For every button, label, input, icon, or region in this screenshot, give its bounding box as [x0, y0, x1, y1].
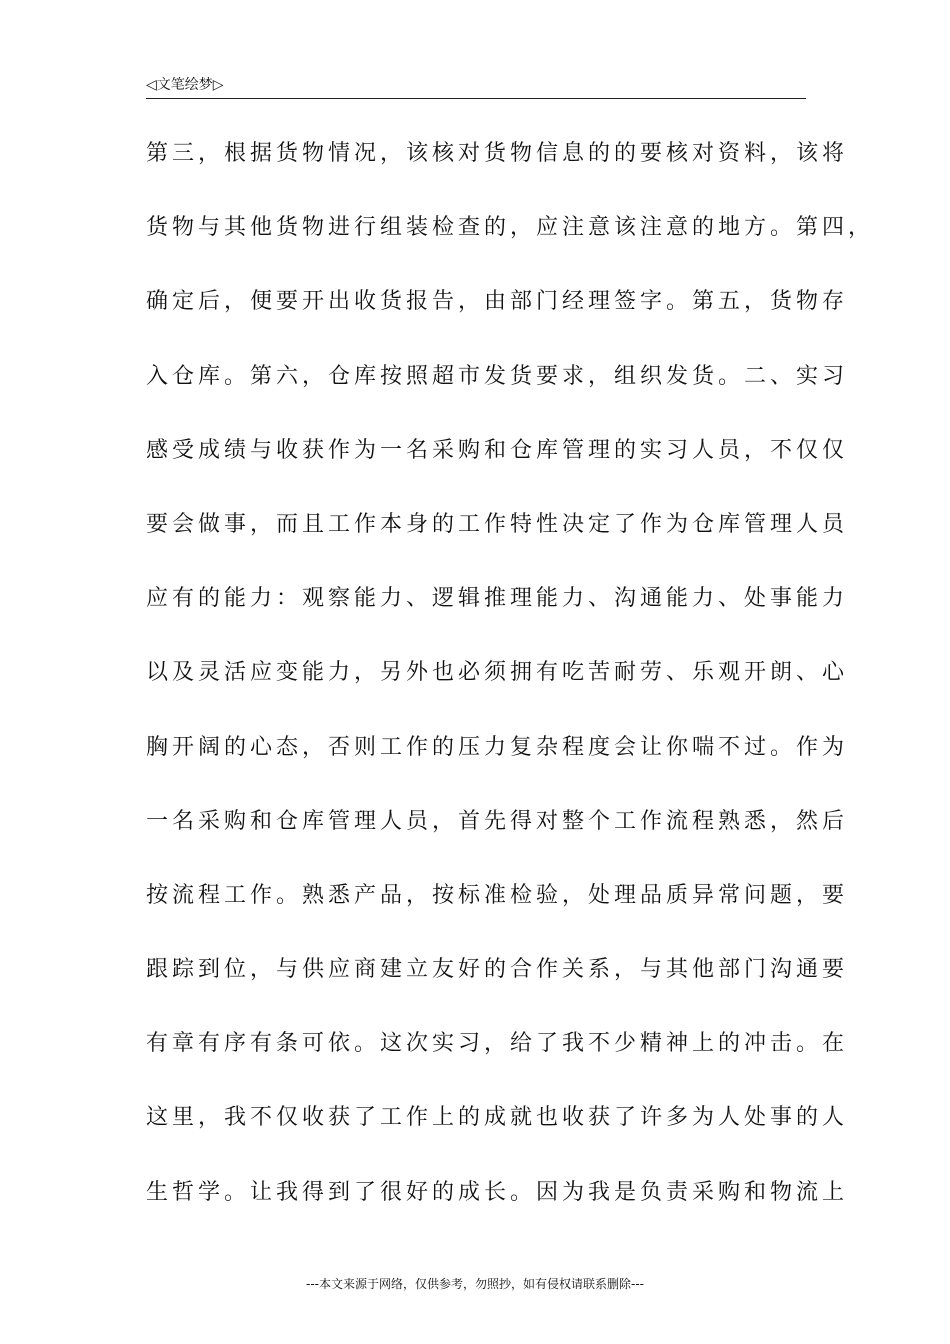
body-line: 胸开阔的心态，否则工作的压力复杂程度会让你喘不过。作为: [146, 734, 849, 760]
page-header: [146, 76, 806, 99]
body-line: 一名采购和仓库管理人员，首先得对整个工作流程熟悉，然后: [146, 808, 849, 834]
body-line: 生哲学。让我得到了很好的成长。因为我是负责采购和物流上: [146, 1179, 849, 1205]
body-line: 确定后，便要开出收货报告，由部门经理签字。第五，货物存: [146, 289, 849, 315]
body-line: 货物与其他货物进行组装检查的，应注意该注意的地方。第四，: [146, 215, 875, 241]
body-line: 跟踪到位，与供应商建立友好的合作关系，与其他部门沟通要: [146, 957, 849, 983]
header-title: ◁文笔绘梦▷: [146, 77, 224, 93]
body-line: 有章有序有条可依。这次实习，给了我不少精神上的冲击。在: [146, 1031, 849, 1057]
body-line: 按流程工作。熟悉产品，按标准检验，处理品质异常问题，要: [146, 882, 849, 908]
body-line: 要会做事，而且工作本身的工作特性决定了作为仓库管理人员: [146, 511, 849, 537]
body-line: 感受成绩与收获作为一名采购和仓库管理的实习人员，不仅仅: [146, 437, 849, 463]
body-line: 入仓库。第六，仓库按照超市发货要求，组织发货。二、实习: [146, 363, 849, 389]
body-line: 这里，我不仅收获了工作上的成就也收获了许多为人处事的人: [146, 1105, 849, 1131]
body-line: 应有的能力：观察能力、逻辑推理能力、沟通能力、处事能力: [146, 586, 849, 612]
document-body: [146, 134, 875, 1247]
body-line: 以及灵活应变能力，另外也必须拥有吃苦耐劳、乐观开朗、心: [146, 660, 849, 686]
body-line: 第三，根据货物情况，该核对货物信息的的要核对资料，该将: [146, 141, 849, 166]
page-footer: ---本文来源于网络，仅供参考，勿照抄，如有侵权请联系删除---: [306, 1277, 644, 1291]
